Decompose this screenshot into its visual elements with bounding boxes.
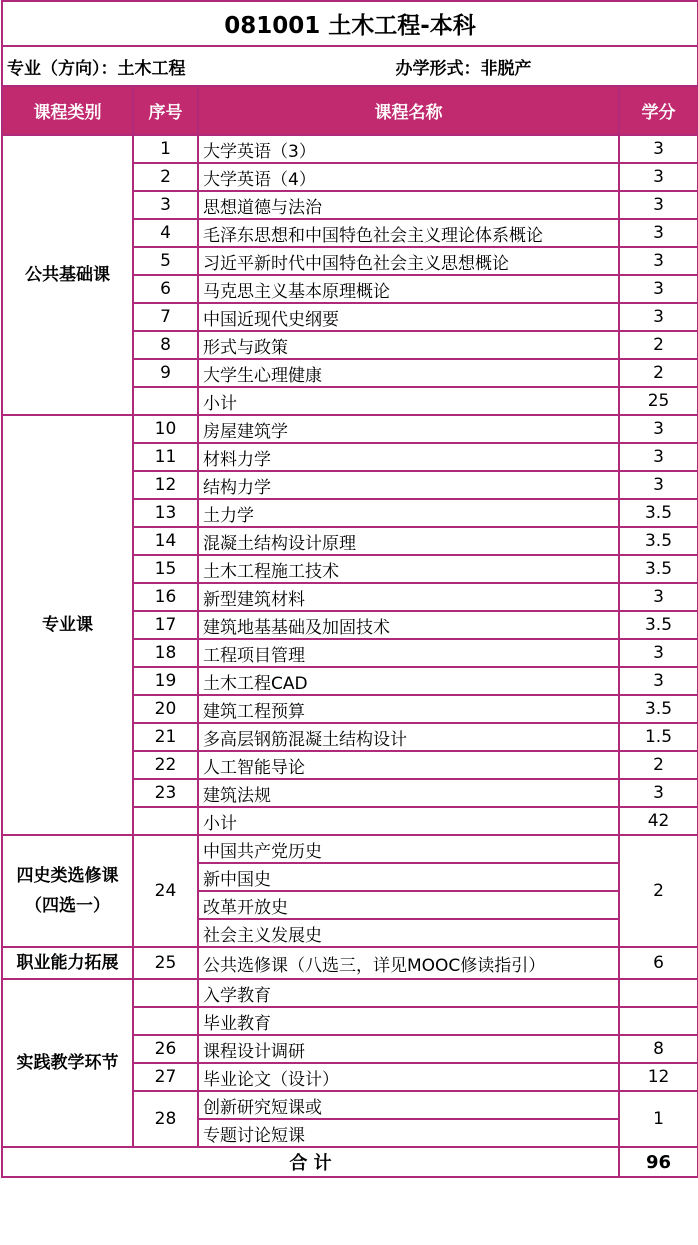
course-credit: 3 [619,639,698,667]
course-no: 10 [133,415,198,443]
course-credit: 3.5 [619,527,698,555]
course-no: 27 [133,1063,198,1091]
course-credit: 3.5 [619,499,698,527]
course-credit: 3 [619,247,698,275]
course-name: 入学教育 [198,979,619,1007]
course-credit: 8 [619,1035,698,1063]
course-name: 土力学 [198,499,619,527]
course-credit: 1 [619,1091,698,1147]
course-name: 多高层钢筋混凝土结构设计 [198,723,619,751]
total-label: 合 计 [2,1147,619,1177]
course-no: 15 [133,555,198,583]
course-no: 8 [133,331,198,359]
course-no: 4 [133,219,198,247]
course-no: 7 [133,303,198,331]
course-no: 16 [133,583,198,611]
course-credit: 25 [619,387,698,415]
course-no: 22 [133,751,198,779]
course-name: 毕业论文（设计） [198,1063,619,1091]
course-name: 社会主义发展史 [198,919,619,947]
course-credit [619,1007,698,1035]
course-no: 2 [133,163,198,191]
course-name: 建筑工程预算 [198,695,619,723]
course-no [133,1007,198,1035]
course-name: 小计 [198,807,619,835]
curriculum-table [1,0,698,1178]
course-name: 结构力学 [198,471,619,499]
course-no [133,387,198,415]
category-history: 四史类选修课（四选一） [2,835,133,947]
header-category: 课程类别 [2,86,133,135]
course-no: 3 [133,191,198,219]
course-name: 大学生心理健康 [198,359,619,387]
course-name: 工程项目管理 [198,639,619,667]
header-credit: 学分 [619,86,698,135]
category-public: 公共基础课 [2,135,133,415]
course-credit: 42 [619,807,698,835]
course-name: 中国近现代史纲要 [198,303,619,331]
course-credit: 12 [619,1063,698,1091]
course-credit: 3 [619,667,698,695]
course-name: 创新研究短课或 [198,1091,619,1119]
course-name: 大学英语（3） [198,135,619,163]
total-credit: 96 [619,1147,698,1177]
course-credit: 3 [619,583,698,611]
course-name: 习近平新时代中国特色社会主义思想概论 [198,247,619,275]
course-no: 1 [133,135,198,163]
course-credit: 3.5 [619,695,698,723]
course-no: 9 [133,359,198,387]
course-name: 中国共产党历史 [198,835,619,863]
course-name: 公共选修课（八选三，详见MOOC修读指引） [198,947,619,979]
info-filler [619,46,698,86]
course-name: 土木工程施工技术 [198,555,619,583]
mode-label: 办学形式：非脱产 [395,58,532,79]
course-credit: 3 [619,163,698,191]
course-name: 房屋建筑学 [198,415,619,443]
course-credit: 2 [619,359,698,387]
course-no: 14 [133,527,198,555]
course-no: 21 [133,723,198,751]
course-no: 11 [133,443,198,471]
course-no: 19 [133,667,198,695]
course-name: 思想道德与法治 [198,191,619,219]
course-name: 建筑地基基础及加固技术 [198,611,619,639]
course-no [133,979,198,1007]
course-credit: 3 [619,443,698,471]
course-credit: 2 [619,835,698,947]
course-credit: 6 [619,947,698,979]
course-no: 25 [133,947,198,979]
course-name: 小计 [198,387,619,415]
course-credit: 3 [619,471,698,499]
category-career: 职业能力拓展 [2,947,133,979]
category-major: 专业课 [2,415,133,835]
course-credit: 3.5 [619,611,698,639]
course-name: 建筑法规 [198,779,619,807]
course-credit: 3 [619,135,698,163]
category-practice: 实践教学环节 [2,979,133,1147]
course-name: 马克思主义基本原理概论 [198,275,619,303]
course-name: 毕业教育 [198,1007,619,1035]
course-name: 新中国史 [198,863,619,891]
course-credit: 3 [619,219,698,247]
major-label: 专业（方向）：土木工程 办学形式：非脱产 [2,46,619,86]
course-no: 28 [133,1091,198,1147]
course-credit: 2 [619,331,698,359]
course-name: 大学英语（4） [198,163,619,191]
course-credit: 1.5 [619,723,698,751]
course-no: 5 [133,247,198,275]
table-row [2,835,698,863]
course-no: 26 [133,1035,198,1063]
course-name: 毛泽东思想和中国特色社会主义理论体系概论 [198,219,619,247]
course-credit: 3.5 [619,555,698,583]
header-name: 课程名称 [198,86,619,135]
table-row [2,947,698,979]
course-no: 13 [133,499,198,527]
header-no: 序号 [133,86,198,135]
course-no: 6 [133,275,198,303]
course-name: 新型建筑材料 [198,583,619,611]
course-credit: 3 [619,191,698,219]
course-credit: 3 [619,275,698,303]
course-no: 17 [133,611,198,639]
course-no [133,807,198,835]
page-title: 081001 土木工程-本科 [2,1,698,46]
course-credit: 3 [619,779,698,807]
course-name: 专题讨论短课 [198,1119,619,1147]
course-name: 人工智能导论 [198,751,619,779]
course-credit [619,979,698,1007]
course-no: 18 [133,639,198,667]
course-credit: 3 [619,303,698,331]
course-credit: 3 [619,415,698,443]
table-row [2,135,698,163]
course-name: 混凝土结构设计原理 [198,527,619,555]
course-name: 课程设计调研 [198,1035,619,1063]
course-no: 23 [133,779,198,807]
table-row [2,415,698,443]
total-row [2,1147,698,1177]
course-no: 24 [133,835,198,947]
course-credit: 2 [619,751,698,779]
course-name: 改革开放史 [198,891,619,919]
course-no: 12 [133,471,198,499]
course-name: 土木工程CAD [198,667,619,695]
course-name: 形式与政策 [198,331,619,359]
course-name: 材料力学 [198,443,619,471]
course-no: 20 [133,695,198,723]
table-row [2,979,698,1007]
